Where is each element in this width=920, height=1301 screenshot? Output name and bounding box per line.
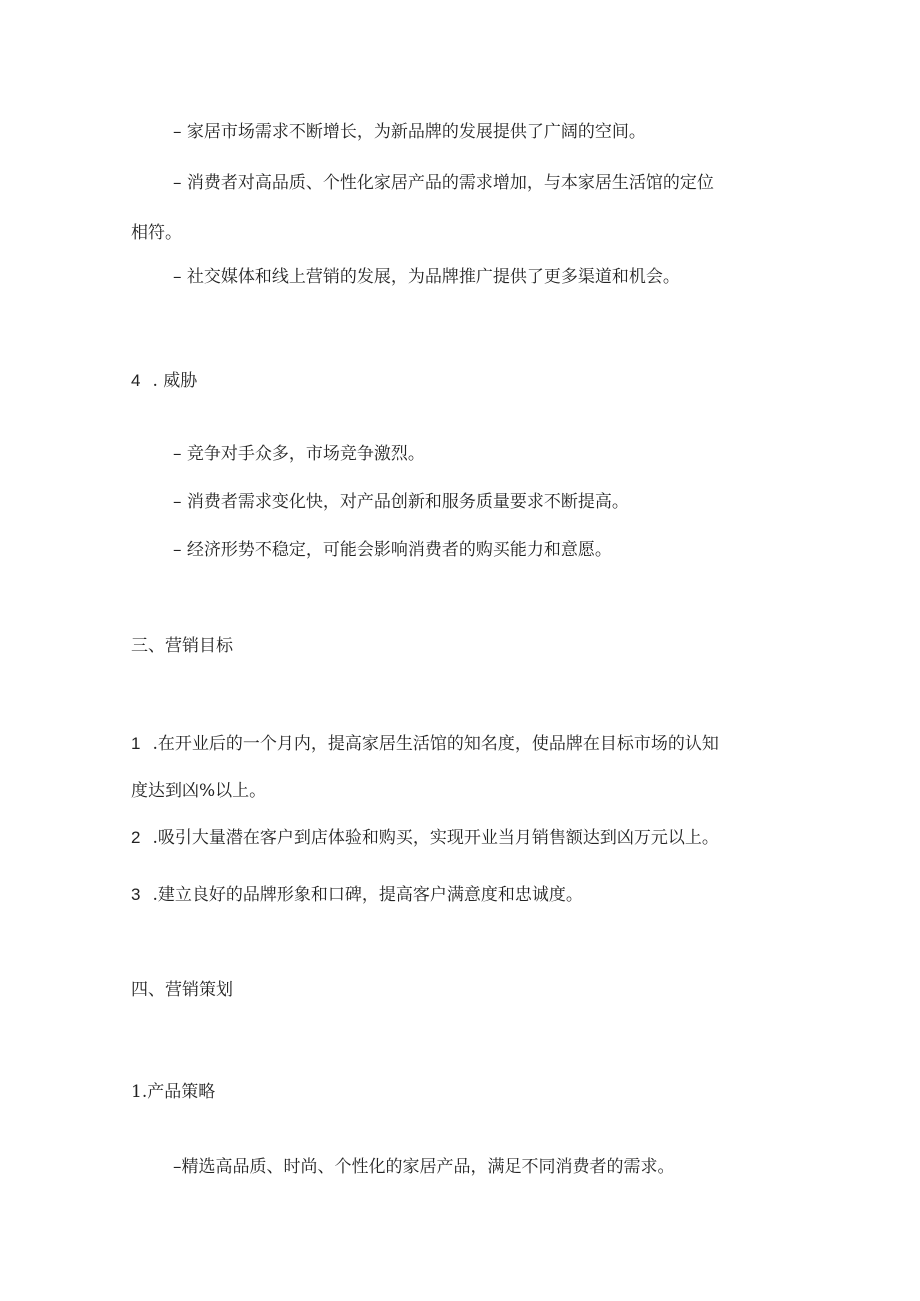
threats-heading — [131, 369, 197, 393]
threat-item: – 消费者需求变化快，对产品创新和服务质量要求不断提高。 — [173, 492, 629, 512]
goal-text: .吸引大量潜在客户到店体验和购买，实现开业当月销售额达到凶万元以上。 — [152, 828, 719, 848]
opportunity-item: – 社交媒体和线上营销的发展，为品牌推广提供了更多渠道和机会。 — [173, 267, 680, 287]
goal-item-continuation: 度达到凶%以上。 — [131, 781, 267, 801]
section-heading-marketing-plan: 四、营销策划 — [131, 980, 233, 1000]
goal-item — [131, 732, 719, 756]
goal-item — [131, 883, 583, 907]
goal-number: 2 — [131, 828, 141, 847]
goal-text: .建立良好的品牌形象和口碑，提高客户满意度和忠诚度。 — [152, 885, 583, 905]
strategy-item: –精选高品质、时尚、个性化的家居产品，满足不同消费者的需求。 — [173, 1157, 675, 1177]
section-heading-marketing-goals: 三、营销目标 — [131, 636, 233, 656]
threats-number: 4 — [131, 371, 141, 390]
subheading-product-strategy: 1.产品策略 — [131, 1082, 216, 1102]
opportunity-item: – 家居市场需求不断增长，为新品牌的发展提供了广阔的空间。 — [173, 122, 646, 142]
opportunity-item-continuation: 相符。 — [131, 223, 182, 243]
threat-item: – 经济形势不稳定，可能会影响消费者的购买能力和意愿。 — [173, 540, 612, 560]
goal-number: 1 — [131, 734, 141, 753]
threats-title: . 威胁 — [152, 371, 198, 391]
goal-item — [131, 826, 719, 850]
goal-text: .在开业后的一个月内，提高家居生活馆的知名度，使品牌在目标市场的认知 — [152, 734, 719, 754]
threat-item: – 竞争对手众多，市场竞争激烈。 — [173, 444, 425, 464]
opportunity-item: – 消费者对高品质、个性化家居产品的需求增加，与本家居生活馆的定位 — [173, 173, 714, 193]
goal-number: 3 — [131, 885, 141, 904]
